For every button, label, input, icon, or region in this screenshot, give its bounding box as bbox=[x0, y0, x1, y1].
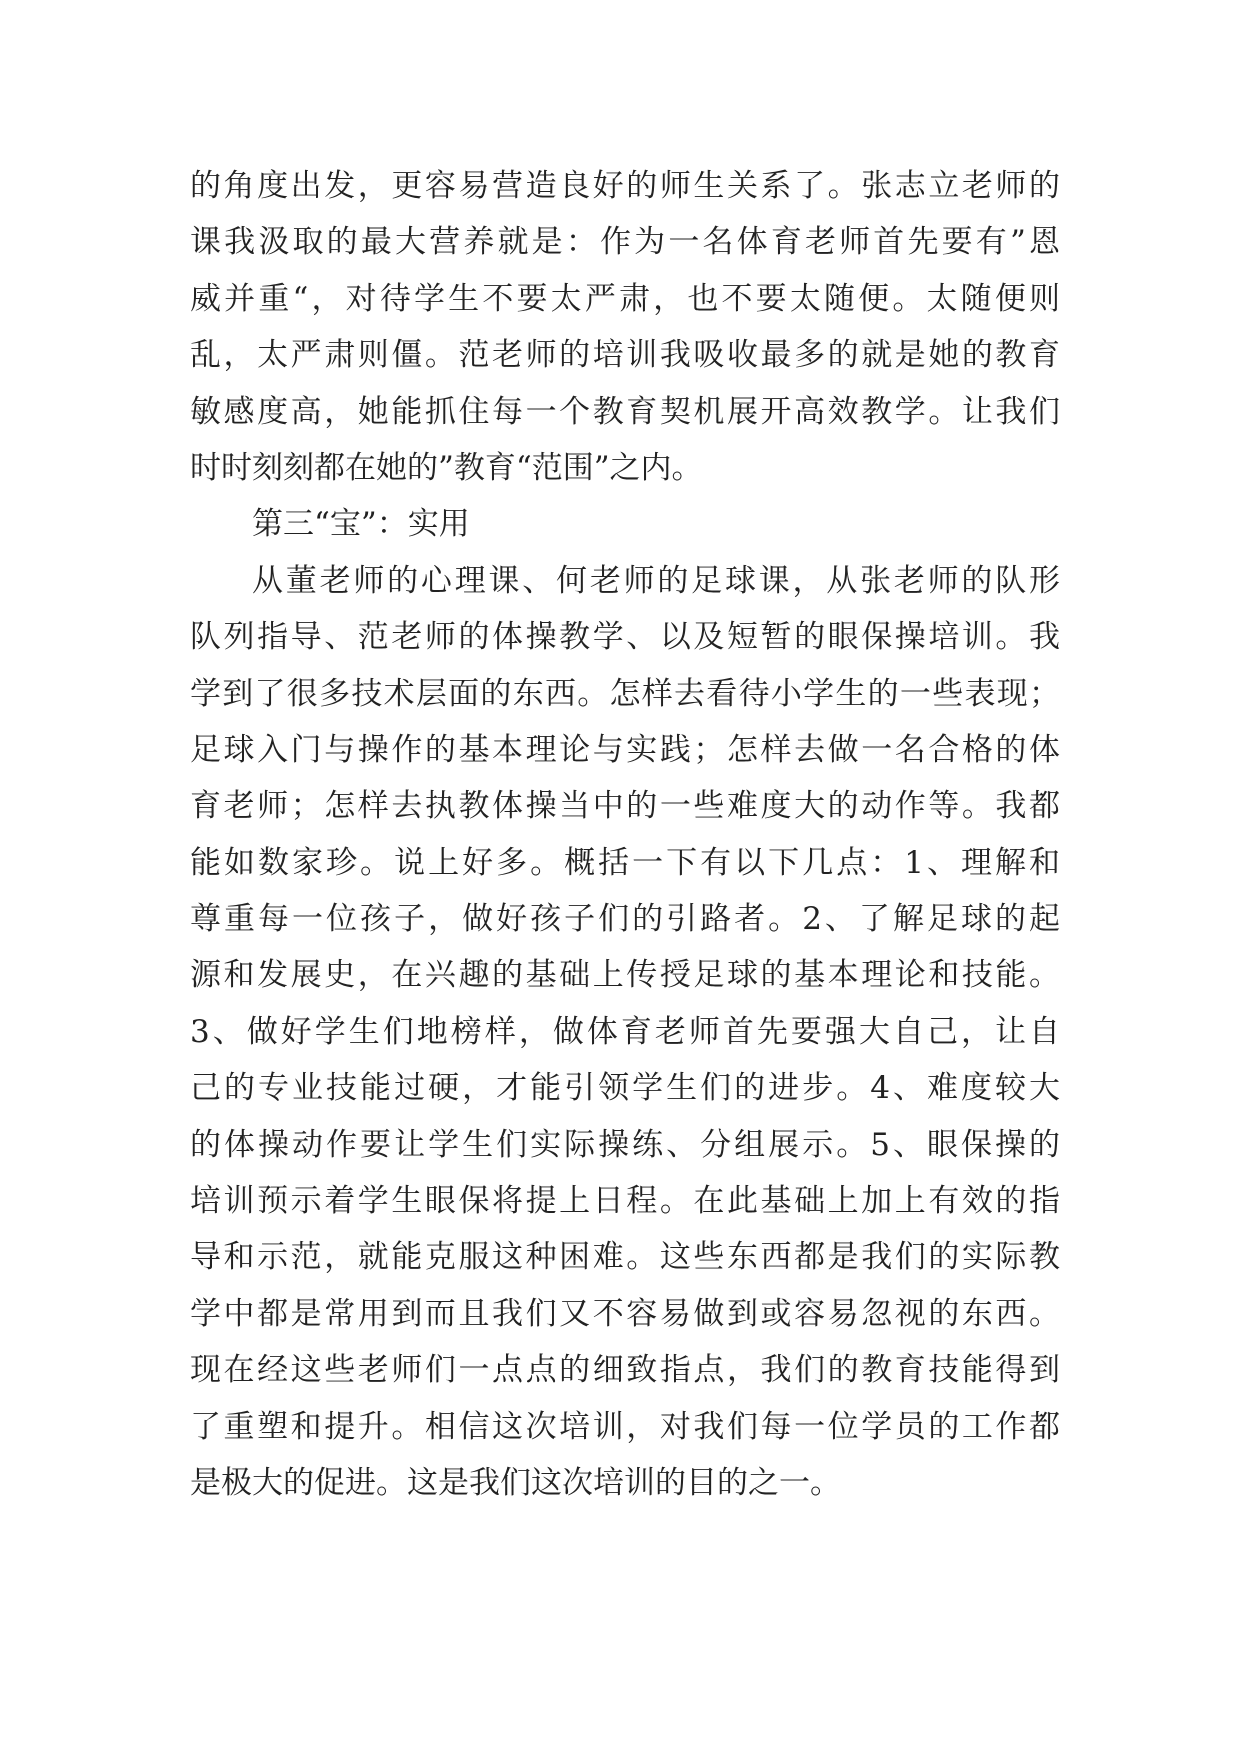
text-line: 从董老师的心理课、何老师的足球课，从张老师的队形 bbox=[252, 562, 1060, 599]
text-line: 队列指导、范老师的体操教学、以及短暂的眼保操培训。我 bbox=[190, 619, 1060, 656]
text-line: 课我汲取的最大营养就是：作为一名体育老师首先要有”恩 bbox=[190, 224, 1060, 261]
text-line: 的体操动作要让学生们实际操练、分组展示。5、眼保操的 bbox=[190, 1126, 1060, 1163]
section-heading: 第三“宝”：实用 bbox=[252, 506, 470, 543]
text-line: 时时刻刻都在她的”教育“范围”之内。 bbox=[190, 449, 703, 486]
text-line: 学到了很多技术层面的东西。怎样去看待小学生的一些表现； bbox=[190, 675, 1060, 712]
text-line: 己的专业技能过硬，才能引领学生们的进步。4、难度较大 bbox=[190, 1070, 1060, 1107]
paragraph-2 bbox=[190, 553, 1060, 1512]
text-line: 敏感度高，她能抓住每一个教育契机展开高效教学。让我们 bbox=[190, 393, 1060, 430]
text-line: 学中都是常用到而且我们又不容易做到或容易忽视的东西。 bbox=[190, 1295, 1060, 1332]
document-body bbox=[190, 158, 1060, 1511]
text-line: 导和示范，就能克服这种困难。这些东西都是我们的实际教 bbox=[190, 1239, 1060, 1276]
text-line: 育老师；怎样去执教体操当中的一些难度大的动作等。我都 bbox=[190, 788, 1060, 825]
text-line: 培训预示着学生眼保将提上日程。在此基础上加上有效的指 bbox=[190, 1183, 1060, 1220]
text-line: 尊重每一位孩子，做好孩子们的引路者。2、了解足球的起 bbox=[190, 901, 1060, 938]
paragraph-1 bbox=[190, 158, 1060, 496]
text-line: 足球入门与操作的基本理论与实践；怎样去做一名合格的体 bbox=[190, 731, 1060, 768]
text-line: 的角度出发，更容易营造良好的师生关系了。张志立老师的 bbox=[190, 168, 1060, 204]
text-line: 乱，太严肃则僵。范老师的培训我吸收最多的就是她的教育 bbox=[190, 337, 1060, 374]
text-line: 3、做好学生们地榜样，做体育老师首先要强大自己，让自 bbox=[190, 1013, 1060, 1050]
text-line: 了重塑和提升。相信这次培训，对我们每一位学员的工作都 bbox=[190, 1408, 1060, 1445]
text-line: 源和发展史，在兴趣的基础上传授足球的基本理论和技能。 bbox=[190, 957, 1060, 994]
text-line: 是极大的促进。这是我们这次培训的目的之一。 bbox=[190, 1464, 841, 1501]
text-line: 威并重“，对待学生不要太严肃，也不要太随便。太随便则 bbox=[190, 280, 1060, 317]
text-line: 能如数家珍。说上好多。概括一下有以下几点：1、理解和 bbox=[190, 844, 1060, 881]
text-line: 现在经这些老师们一点点的细致指点，我们的教育技能得到 bbox=[190, 1352, 1060, 1389]
